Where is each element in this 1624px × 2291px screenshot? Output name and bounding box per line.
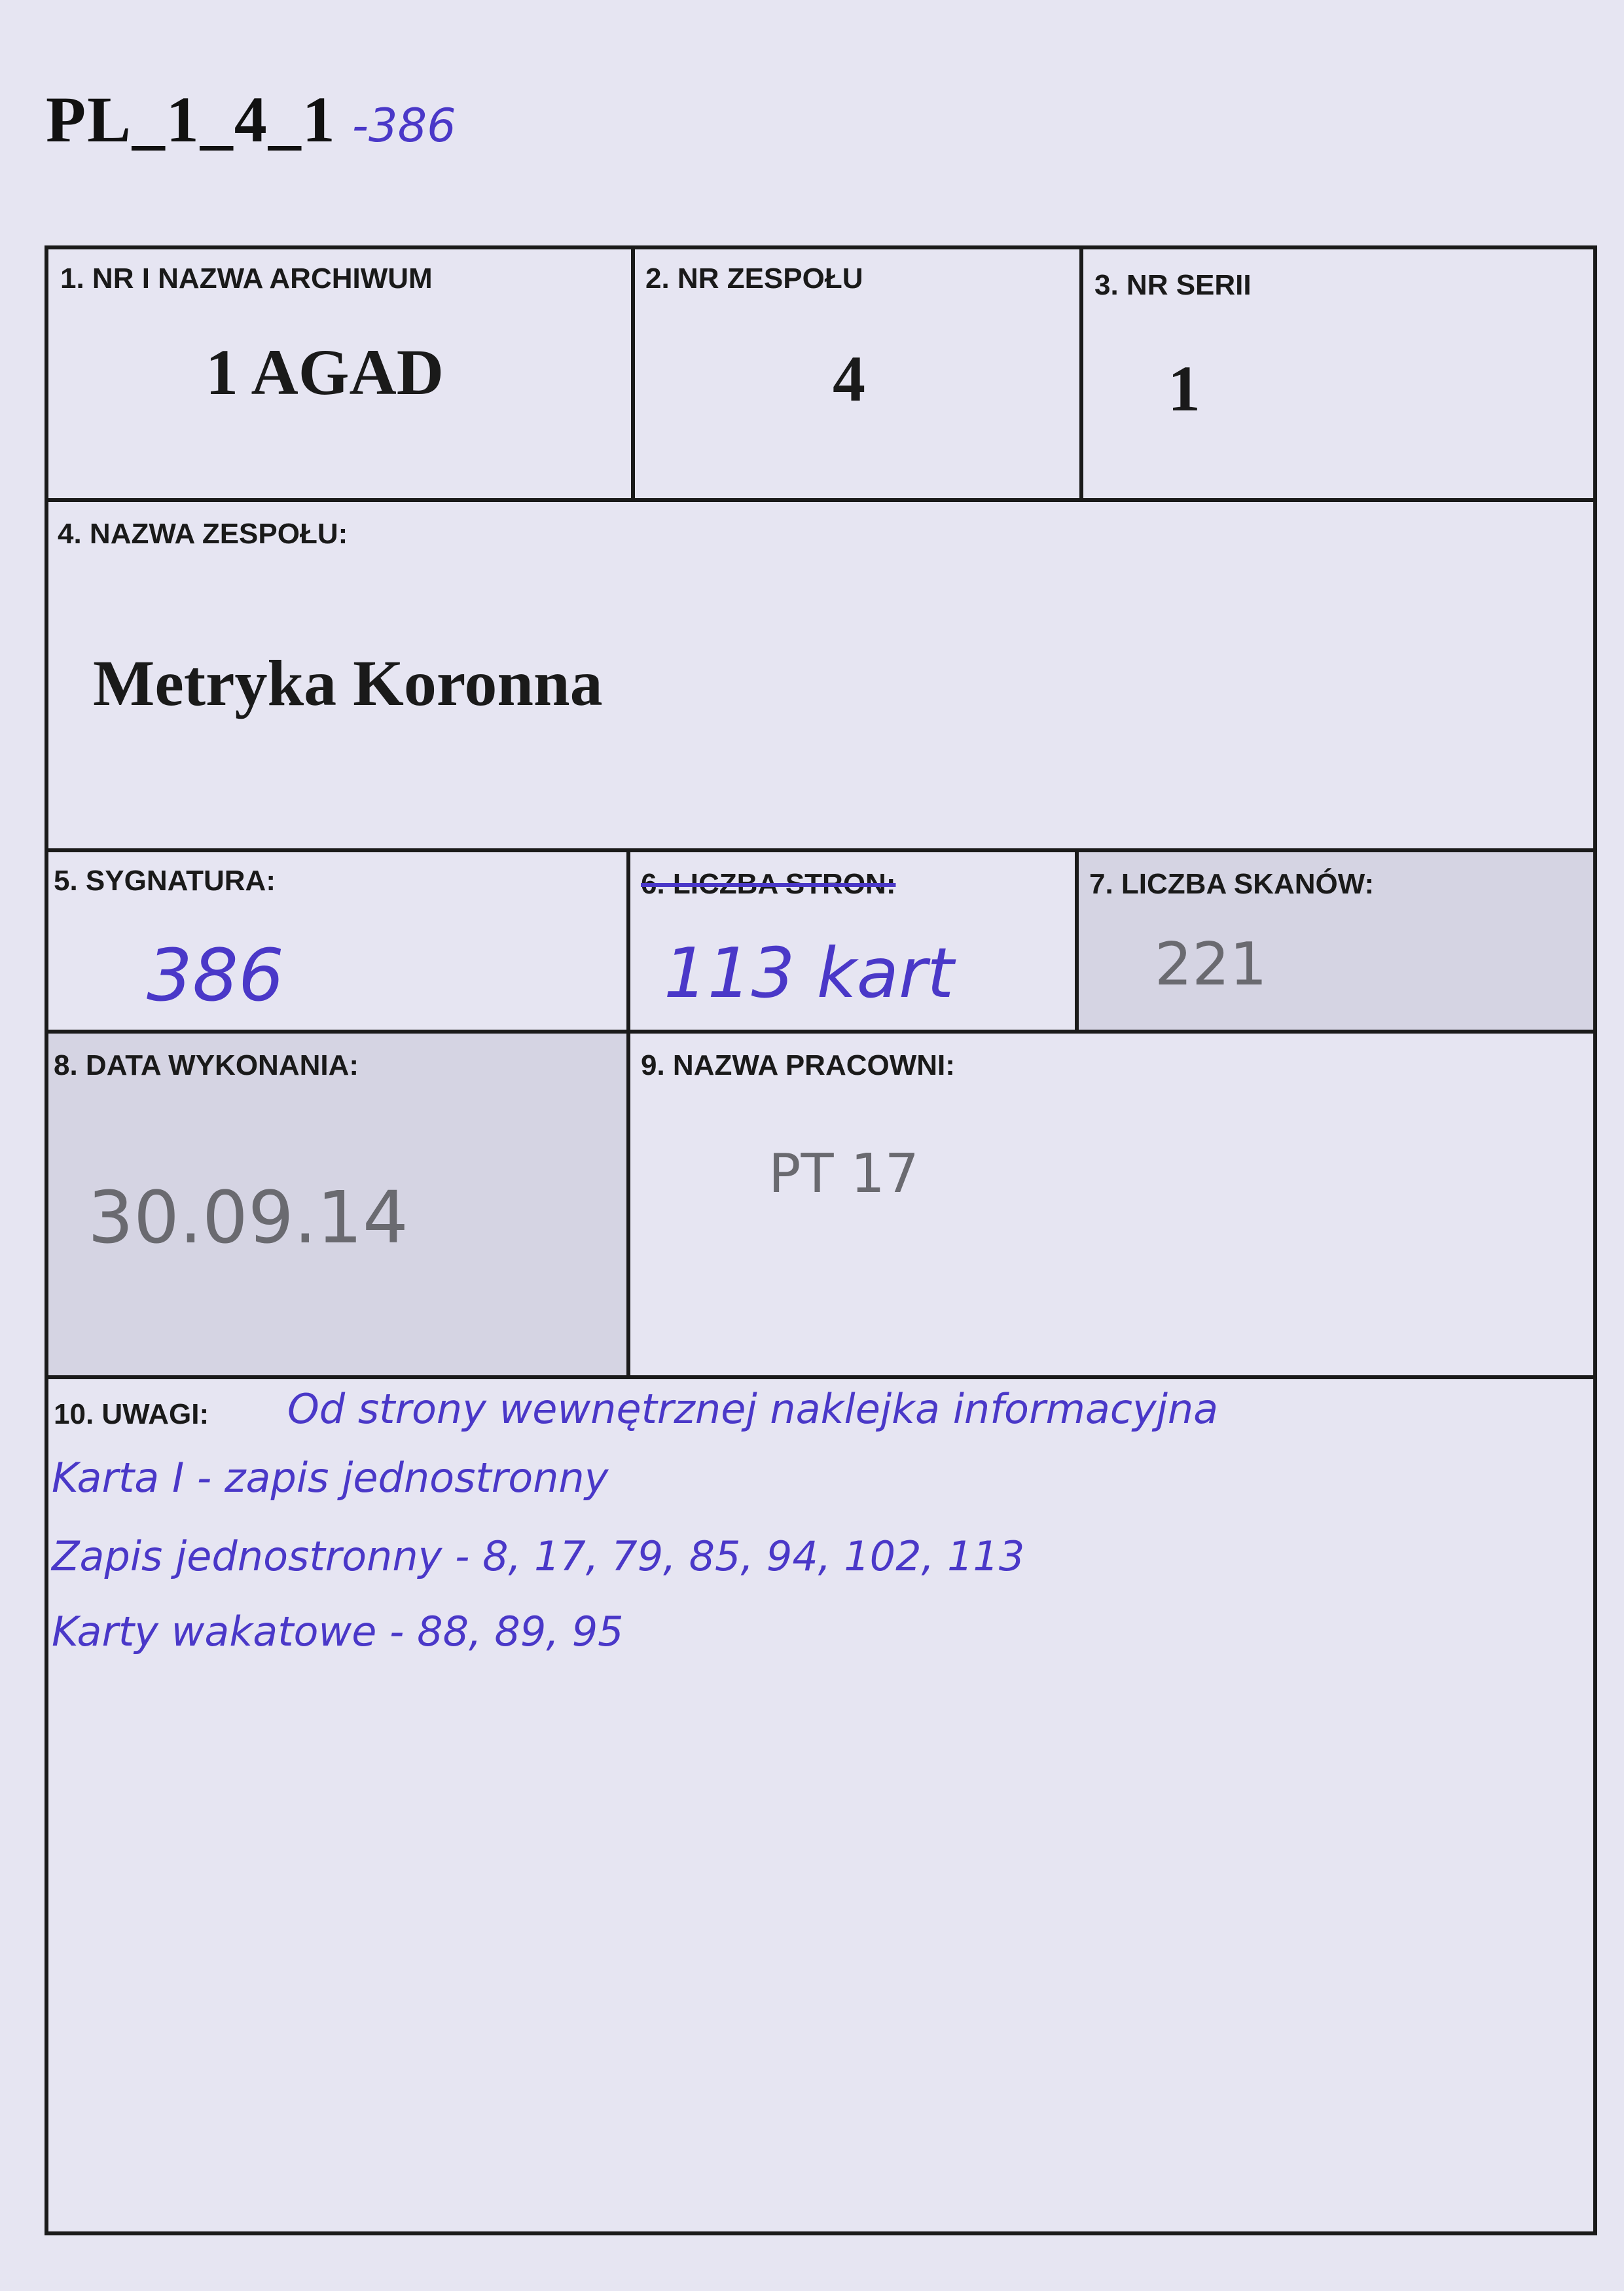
- divider: [48, 498, 1593, 502]
- archive-form: [45, 245, 1597, 2235]
- field-3-value[interactable]: 1: [1168, 352, 1200, 425]
- field-1-label: 1. NR I NAZWA ARCHIWUM: [60, 262, 433, 295]
- divider: [626, 848, 630, 1375]
- field-2-label: 2. NR ZESPOŁU: [645, 262, 863, 295]
- document-header: [46, 82, 456, 157]
- field-9-label: 9. NAZWA PRACOWNI:: [641, 1049, 955, 1081]
- remarks-line-4: Karty wakatowe - 88, 89, 95: [52, 1608, 624, 1655]
- field-6-value[interactable]: 113 kart: [664, 933, 954, 1013]
- field-9-value[interactable]: PT 17: [768, 1143, 919, 1205]
- field-4-value[interactable]: Metryka Koronna: [93, 647, 603, 719]
- remarks-line-2: Karta I - zapis jednostronny: [52, 1454, 609, 1502]
- divider: [631, 249, 635, 498]
- divider: [1079, 249, 1083, 498]
- field-2-value[interactable]: 4: [833, 342, 865, 415]
- handwritten-signature-number: -386: [352, 99, 456, 153]
- field-6-label: 6. LICZBA STRON:: [641, 868, 896, 900]
- divider: [48, 1375, 1593, 1379]
- document-code: PL_1_4_1: [46, 83, 336, 156]
- field-7-value[interactable]: 221: [1155, 930, 1267, 999]
- field-3-label: 3. NR SERII: [1094, 269, 1252, 301]
- field-4-label: 4. NAZWA ZESPOŁU:: [58, 518, 348, 550]
- remarks-line-1: Od strony wewnętrznej naklejka informacyjna: [287, 1385, 1219, 1433]
- field-10-label: 10. UWAGI:: [54, 1398, 209, 1430]
- field-8-label: 8. DATA WYKONANIA:: [54, 1049, 359, 1081]
- field-5-label: 5. SYGNATURA:: [54, 865, 276, 897]
- field-1-value[interactable]: 1 AGAD: [206, 336, 444, 408]
- field-5-value[interactable]: 386: [147, 933, 284, 1017]
- field-7-label: 7. LICZBA SKANÓW:: [1089, 868, 1375, 900]
- field-8-value[interactable]: 30.09.14: [88, 1176, 408, 1259]
- remarks-line-3: Zapis jednostronny - 8, 17, 79, 85, 94, 102, 113: [52, 1532, 1025, 1580]
